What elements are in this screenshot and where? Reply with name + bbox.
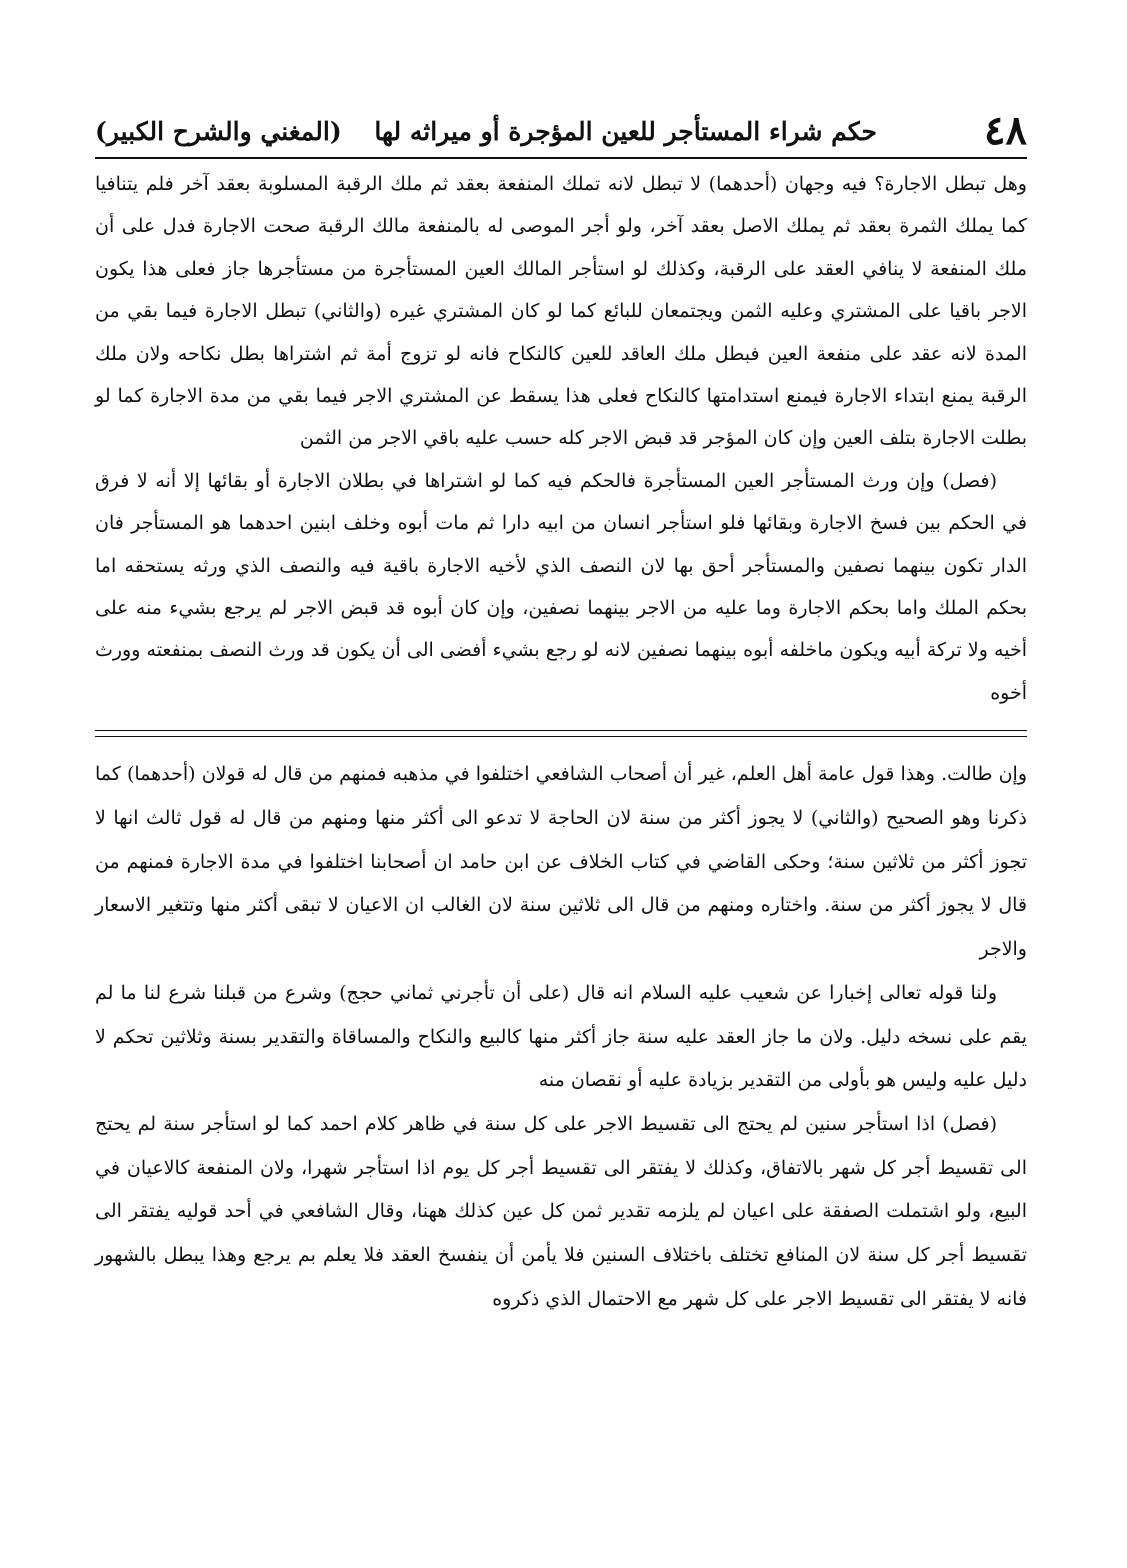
book-title: (المغني والشرح الكبير) — [95, 117, 342, 146]
commentary-paragraph: وإن طالت. وهذا قول عامة أهل العلم، غير أن أصحاب الشافعي اختلفوا في مذهبه فمنهم من قال له قولان (أحدهما) كما ذكرنا وهو الصحيح (والثاني) لا يجوز أكثر من سنة لان الحاجة لا تدعو الى أكثر منها ومنهم من قال له قول ثالث انها لا تجوز أكثر من ثلاثين سنة؛ وحكى القاضي في كتاب الخلاف عن ابن حامد ان أصحابنا اختلفوا في مدة الاجارة فمنهم من قال لا يجوز أكثر من سنة. واختاره ومنهم من قال الى ثلاثين سنة لان الغالب ان الاعيان لا تبقى أكثر منها وتتغير الاسعار والاجر — [95, 763, 1027, 961]
page-number: ٤٨ — [984, 107, 1027, 154]
commentary-paragraph: ولنا قوله تعالى إخبارا عن شعيب عليه السلام انه قال (على أن تأجرني ثماني حجج) وشرع من قبلنا شرع لنا ما لم يقم على نسخه دليل. ولان ما جاز العقد عليه سنة جاز أكثر منها كالبيع والنكاح والمساقاة والتقدير بسنة وثلاثين تحكم لا دليل عليه وليس هو بأولى من التقدير بزيادة عليه أو نقصان منه — [95, 981, 1027, 1092]
page-header — [95, 105, 1027, 161]
main-text — [95, 163, 1027, 714]
running-title: حكم شراء المستأجر للعين المؤجرة أو ميراثه لها — [374, 117, 877, 146]
commentary-text — [95, 753, 1027, 1321]
header-rule — [95, 157, 1027, 159]
commentary-paragraph: (فصل) اذا استأجر سنين لم يحتج الى تقسيط الاجر على كل سنة في ظاهر كلام احمد كما لو استأجر سنة لم يحتج الى تقسيط أجر كل شهر بالاتفاق، وكذلك لا يفتقر الى تقسيط أجر كل يوم اذا استأجر شهرا، ولان المنفعة كالاعيان في البيع، ولو اشتملت الصفقة على اعيان لم يلزمه تقدير ثمن كل عين كذلك ههنا، وقال الشافعي في أحد قوليه يفتقر الى تقسيط أجر كل سنة لان المنافع تختلف باختلاف السنين فلا يأمن أن ينفسخ العقد فلا يعلم بم يرجع وهذا يبطل بالشهور فانه لا يفتقر الى تقسيط الاجر على كل شهر مع الاحتمال الذي ذكروه — [95, 1112, 1027, 1310]
document-page — [95, 105, 1027, 1321]
section-divider — [95, 730, 1027, 737]
main-paragraph: وهل تبطل الاجارة؟ فيه وجهان (أحدهما) لا تبطل لانه تملك المنفعة بعقد ثم ملك الرقبة المسلوبة بعقد آخر فلم يتنافيا كما يملك الثمرة بعقد ثم يملك الاصل بعقد آخر، ولو أجر الموصى له بالمنفعة مالك الرقبة صحت الاجارة فدل على أن ملك المنفعة لا ينافي العقد على الرقبة، وكذلك لو استأجر المالك العين المستأجرة من مستأجرها جاز فعلى هذا يكون الاجر باقيا على المشتري وعليه الثمن ويجتمعان للبائع كما لو كان المشتري غيره (والثاني) تبطل الاجارة فيما بقي من المدة لانه عقد على منفعة العين فبطل ملك العاقد للعين كالنكاح فانه لو تزوج أمة ثم اشتراها بطل نكاحه ولان ملك الرقبة يمنع ابتداء الاجارة فيمنع استدامتها كالنكاح فعلى هذا يسقط عن المشتري الاجر فيما بقي من مدة الاجارة كما لو بطلت الاجارة بتلف العين وإن كان المؤجر قد قبض الاجر كله حسب عليه باقي الاجر من الثمن — [95, 173, 1027, 450]
main-paragraph: (فصل) وإن ورث المستأجر العين المستأجرة فالحكم فيه كما لو اشتراها في بطلان الاجارة أو بقائها إلا أنه لا فرق في الحكم بين فسخ الاجارة وبقائها فلو استأجر انسان من ابيه دارا ثم مات أبوه وخلف ابنين احدهما هو المستأجر فان الدار تكون بينهما نصفين والمستأجر أحق بها لان النصف الذي لأخيه الاجارة باقية فيه والنصف الذي ورثه يستحقه اما بحكم الملك واما بحكم الاجارة وما عليه من الاجر بينهما نصفين، وإن كان أبوه قد قبض الاجر لم يرجع بشيء منه على أخيه ولا تركة أبيه ويكون ماخلفه أبوه بينهما نصفين لانه لو رجع بشيء أفضى الى أن يكون قد ورث النصف بمنفعته وورث أخوه — [95, 469, 1027, 704]
